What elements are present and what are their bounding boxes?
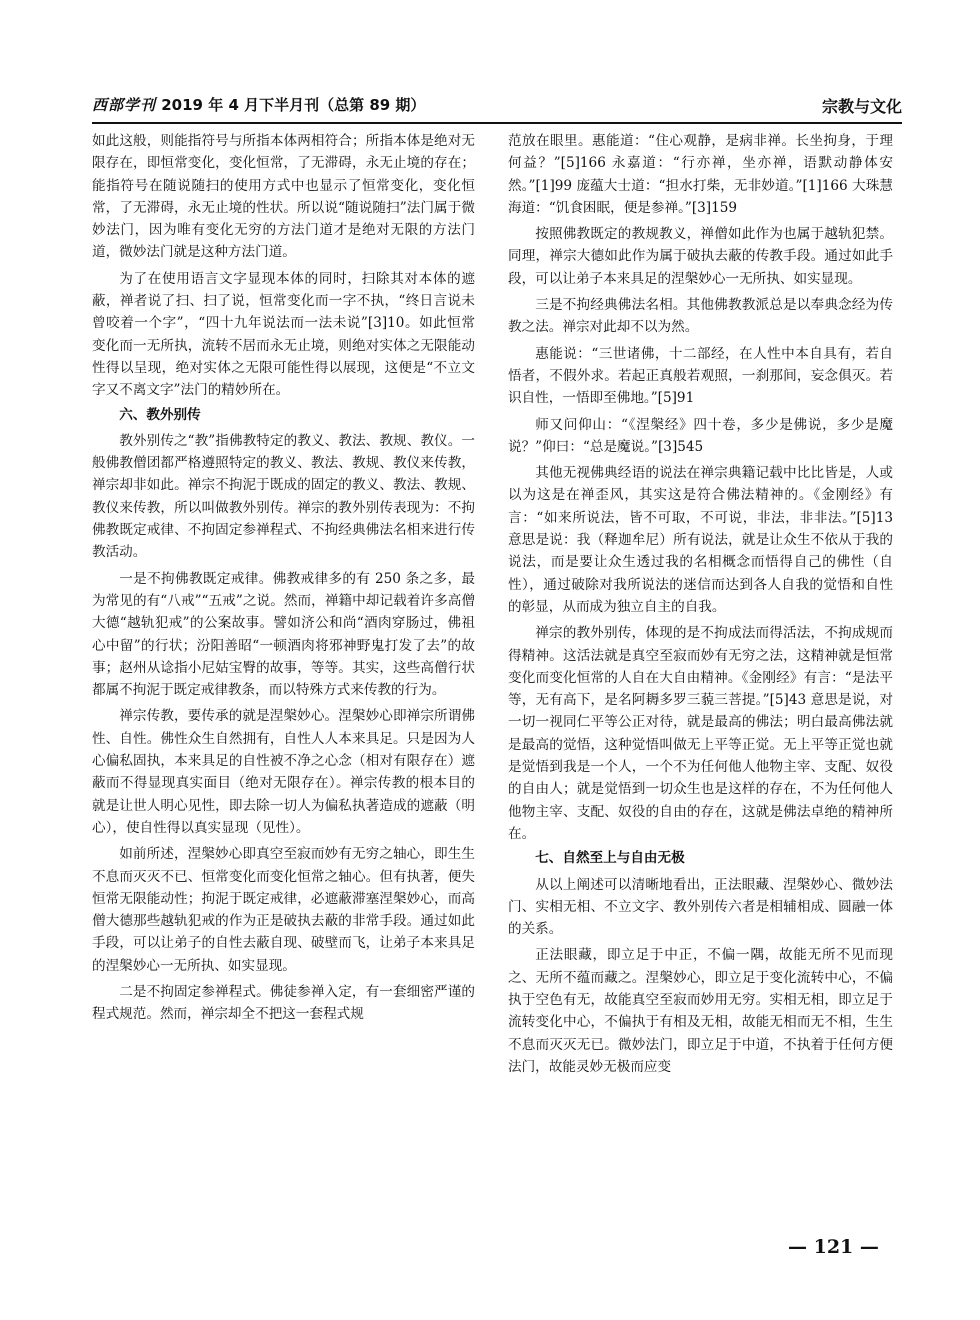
paragraph: 范放在眼里。惠能道：“住心观静，是病非禅。长坐拘身，于理何益？”[5]166 永嘉道：“行亦禅，坐亦禅，语默动静体安然。”[1]99 庞蕴大士道：“担水打柴，无非妙道。”[1]166 大珠慧海道：“饥食困眠，便是参禅。”[3]159 (508, 133, 893, 216)
paragraph: 教外别传之“教”指佛教特定的教义、教法、教规、教仪。一般佛教僧团都严格遵照特定的教义、教法、教规、教仪来传教，禅宗却非如此。禅宗不拘泥于既成的固定的教义、教法、教规、教仪来传教，所以叫做教外别传。禅宗的教外别传表现为：不拘佛教既定戒律、不拘固定参禅程式、不拘经典佛法名相来进行传教活动。 (92, 432, 475, 561)
right-column (508, 130, 893, 1238)
page-number: — 121 — (788, 1236, 879, 1258)
section-heading: 六、教外别传 (119, 406, 201, 423)
left-column (92, 130, 475, 1238)
paragraph: 从以上阐述可以清晰地看出，正法眼藏、涅槃妙心、微妙法门、实相无相、不立文字、教外别传六者是相辅相成、圆融一体的关系。 (508, 876, 893, 938)
paragraph: 其他无视佛典经语的说法在禅宗典籍记载中比比皆是，人或以为这是在禅歪风，其实这是符合佛法精神的。《金刚经》有言：“如来所说法，皆不可取，不可说，非法，非非法。”[5]13 意思是说：我（释迦牟尼）所有说法，就是让众生不依从于我的说法，而是要让众生透过我的名相概念而悟得自己的佛性（自性），通过破除对我所说法的迷信而达到各人自我的觉悟和自性的彰显，从而成为独立自主的自我。 (508, 465, 893, 615)
section-heading: 七、自然至上与自由无极 (535, 850, 685, 867)
paragraph: 惠能说：“三世诸佛，十二部经，在人性中本自具有，若自悟者，不假外求。若起正真般若观照，一刹那间，妄念俱灭。若识自性，一悟即至佛地。”[5]91 (508, 345, 893, 407)
paragraph: 师又问仰山：“《涅槃经》四十卷，多少是佛说，多少是魔说？”仰曰：“总是魔说。”[3]545 (508, 416, 893, 455)
paragraph: 禅宗传教，要传承的就是涅槃妙心。涅槃妙心即禅宗所谓佛性、自性。佛性众生自然拥有，自性人人本来具足。只是因为人心偏私固执，本来具足的自性被不净之心念（相对有限存在）遮蔽而不得显现真实面目（绝对无限存在）。禅宗传教的根本目的就是让世人明心见性，即去除一切人为偏私执著造成的遮蔽（明心），使自性得以真实显现（见性）。 (92, 708, 475, 836)
paragraph: 如前所述，涅槃妙心即真空至寂而妙有无穷之轴心，即生生不息而灭灭不已、恒常变化而变化恒常之轴心。但有执著，便失恒常无限能动性；拘泥于既定戒律，必遮蔽滞塞涅槃妙心，而高僧大德那些越轨犯戒的作为正是破执去蔽的非常手段。通过如此手段，可以让弟子的自性去蔽自现、破壁而飞，让弟子本来具足的涅槃妙心一无所执、如实显现。 (92, 846, 475, 974)
header-journal-issue (92, 94, 425, 115)
paragraph: 按照佛教既定的教规教义，禅僧如此作为也属于越轨犯禁。同理，禅宗大德如此作为属于破执去蔽的传教手段。通过如此手段，可以让弟子本来具足的涅槃妙心一无所执、如实显现。 (508, 226, 893, 287)
issue-info: 2019 年 4 月下半月刊（总第 89 期） (161, 96, 426, 114)
paragraph: 二是不拘固定参禅程式。佛徒参禅入定，有一套细密严谨的程式规范。然而，禅宗却全不把这一套程式规 (92, 983, 475, 1023)
running-header (92, 88, 902, 124)
paragraph: 为了在使用语言文字显现本体的同时，扫除其对本体的遮蔽，禅者说了扫、扫了说，恒常变化而一字不执，“终日言说未曾咬着一个字”，“四十九年说法而一法未说”[3]10。如此恒常变化而一无所执，流转不居而永无止境，则绝对实体之无限能动性得以呈现，绝对实体之无限可能性得以展现，这便是“不立文字又不离文字”法门的精妙所在。 (92, 270, 475, 399)
section-title: 宗教与文化 (821, 97, 902, 116)
paragraph: 三是不拘经典佛法名相。其他佛教教派总是以奉典念经为传教之法。禅宗对此却不以为然。 (508, 297, 893, 336)
paragraph: 禅宗的教外别传，体现的是不拘成法而得活法，不拘成规而得精神。这活法就是真空至寂而妙有无穷之法，这精神就是恒常变化而变化恒常的人自在大自由精神。《金刚经》有言：“是法平等，无有高下，是名阿耨多罗三藐三菩提。”[5]43 意思是说，对一切一视同仁平等公正对待，就是最高的佛法；明白最高佛法就是最高的觉悟，这种觉悟叫做无上平等正觉。无上平等正觉也就是觉悟到我是一个人，一个不为任何他人他物主宰、支配、奴役的自由人；就是觉悟到一切众生也是这样的存在，不为任何他人他物主宰、支配、奴役的自由的存在，这就是佛法卓绝的精神所在。 (508, 625, 893, 842)
journal-name: 西部学刊 (92, 96, 157, 114)
paragraph: 如此这般，则能指符号与所指本体两相符合；所指本体是绝对无限存在，即恒常变化，变化恒常，了无滞碍，永无止境的存在；能指符号在随说随扫的使用方式中也显示了恒常变化，变化恒常，了无滞碍，永无止境的性状。所以说“随说随扫”法门属于微妙法门，因为唯有变化无穷的方法门道才是绝对无限的方法门道，微妙法门就是这种方法门道。 (92, 133, 475, 261)
paragraph: 正法眼藏，即立足于中正，不偏一隅，故能无所不见而现之、无所不蕴而藏之。涅槃妙心，即立足于变化流转中心，不偏执于空色有无，故能真空至寂而妙用无穷。实相无相，即立足于流转变化中心，不偏执于有相及无相，故能无相而无不相，生生不息而灭灭无已。微妙法门，即立足于中道，不执着于任何方便法门，故能灵妙无极而应变 (508, 947, 893, 1075)
paragraph: 一是不拘佛教既定戒律。佛教戒律多的有 250 条之多，最为常见的有“八戒”“五戒”之说。然而，禅籍中却记载着许多高僧大德“越轨犯戒”的公案故事。譬如济公和尚“酒肉穿肠过，佛祖心中留”的行状；汾阳善昭“一顿酒肉将邪神野鬼打发了去”的故事；赵州从谂指小尼姑宝臀的故事，等等。其实，这些高僧行状都属不拘泥于既定戒律教条，而以特殊方式来传教的行为。 (92, 570, 475, 699)
